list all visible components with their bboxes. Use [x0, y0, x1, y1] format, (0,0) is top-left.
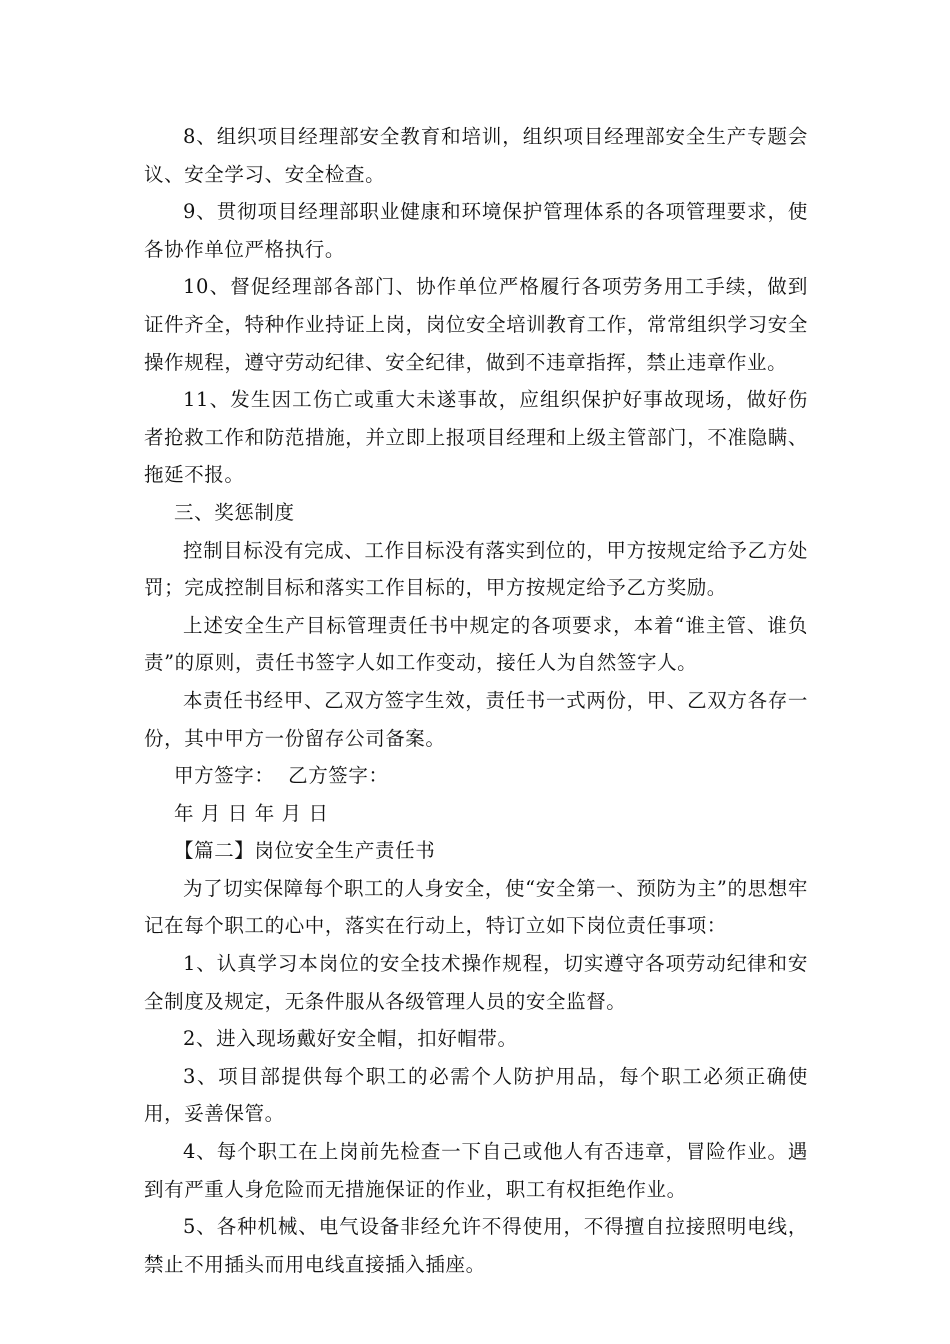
- intro-paragraph: 为了切实保障每个职工的人身安全，使“安全第一、预防为主”的思想牢记在每个职工的心中，落实在行动上，特订立如下岗位责任事项：: [144, 876, 808, 938]
- document-body: [144, 118, 808, 1283]
- duty-item-3: 3、项目部提供每个职工的必需个人防护用品，每个职工必须正确使用，妥善保管。: [144, 1064, 808, 1126]
- rewards-paragraph: 控制目标没有完成、工作目标没有落实到位的，甲方按规定给予乙方处罚；完成控制目标和落实工作目标的，甲方按规定给予乙方奖励。: [144, 538, 808, 600]
- section-heading-rewards: 三、奖惩制度: [174, 500, 295, 524]
- clause-11: 11、发生因工伤亡或重大未遂事故，应组织保护好事故现场，做好伤者抢救工作和防范措施，并立即上报项目经理和上级主管部门，不准隐瞒、拖延不报。: [144, 388, 808, 487]
- duty-item-5: 5、各种机械、电气设备非经允许不得使用，不得擅自拉接照明电线，禁止不用插头而用电线直接插入插座。: [144, 1215, 808, 1276]
- clause-10: 10、督促经理部各部门、协作单位严格履行各项劳务用工手续，做到证件齐全，特种作业持证上岗，岗位安全培训教育工作，常常组织学习安全操作规程，遵守劳动纪律、安全纪律，做到不违章指挥，禁止违章作业。: [144, 275, 808, 374]
- signature-line: 甲方签字： 乙方签字：: [174, 764, 389, 788]
- section-title-part2: 【篇二】岗位安全生产责任书: [174, 839, 436, 863]
- duty-item-1: 1、认真学习本岗位的安全技术操作规程，切实遵守各项劳动纪律和安全制度及规定，无条件服从各级管理人员的安全监督。: [144, 952, 808, 1013]
- responsibility-paragraph: 上述安全生产目标管理责任书中规定的各项要求，本着“谁主管、谁负责”的原则，责任书签字人如工作变动，接任人为自然签字人。: [144, 613, 808, 675]
- date-line: 年 月 日 年 月 日: [174, 801, 329, 825]
- duty-item-2: 2、进入现场戴好安全帽，扣好帽带。: [183, 1027, 518, 1051]
- clause-9: 9、贯彻项目经理部职业健康和环境保护管理体系的各项管理要求，使各协作单位严格执行。: [144, 200, 808, 261]
- clause-8: 8、组织项目经理部安全教育和培训，组织项目经理部安全生产专题会议、安全学习、安全检查。: [144, 125, 808, 186]
- duty-item-4: 4、每个职工在上岗前先检查一下自己或他人有否违章，冒险作业。遇到有严重人身危险而无措施保证的作业，职工有权拒绝作业。: [144, 1140, 808, 1201]
- effectiveness-paragraph: 本责任书经甲、乙双方签字生效，责任书一式两份，甲、乙双方各存一份，其中甲方一份留存公司备案。: [144, 688, 808, 750]
